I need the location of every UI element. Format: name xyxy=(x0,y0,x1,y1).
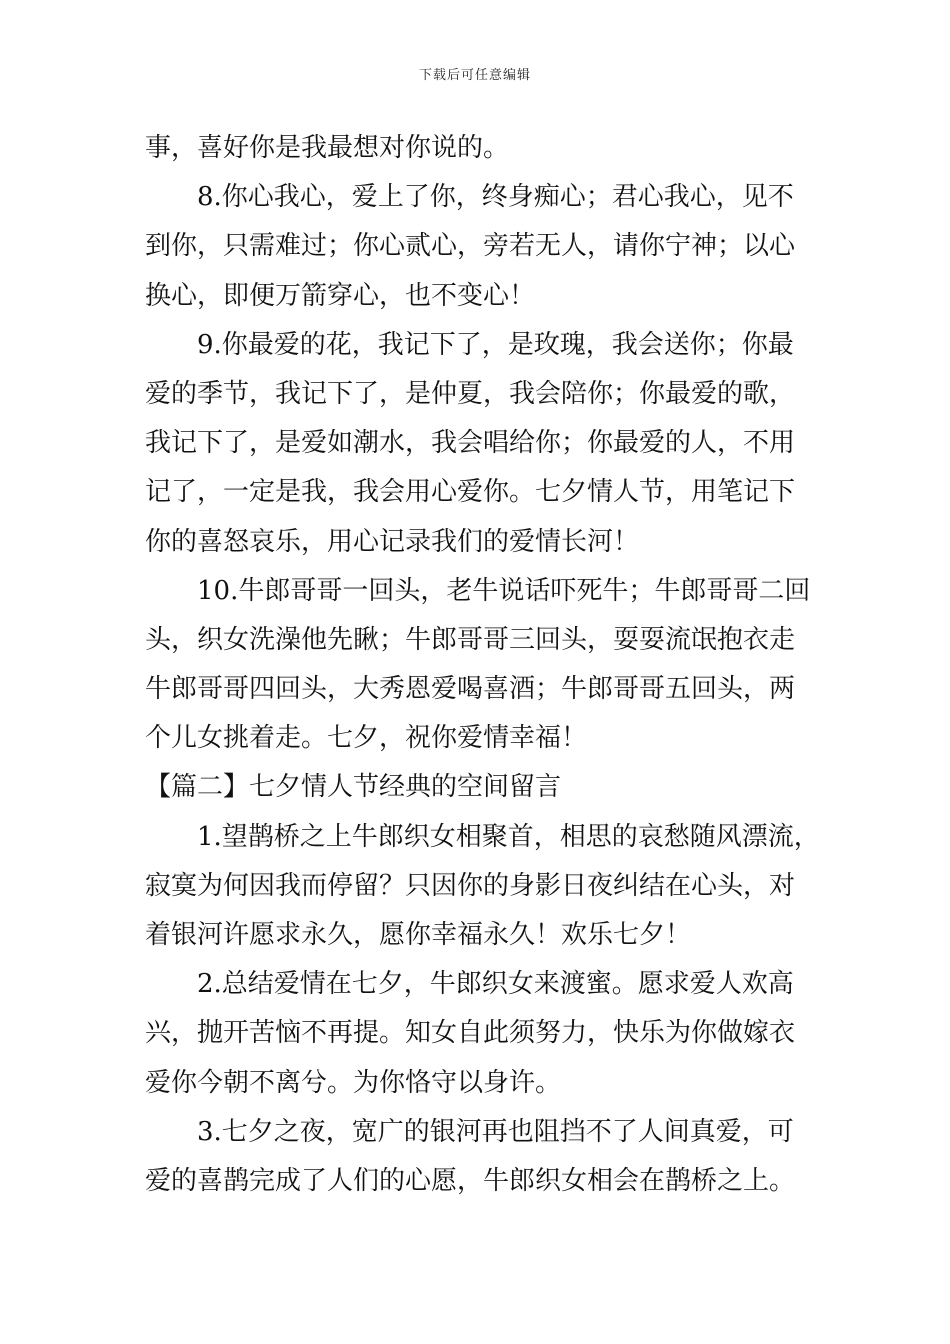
text-line: 兴，抛开苦恼不再提。知女自此须努力，快乐为你做嫁衣 xyxy=(145,1018,796,1049)
text-line: 9.你最爱的花，我记下了，是玫瑰，我会送你；你最 xyxy=(197,329,794,360)
text-line: 10.牛郎哥哥一回头，老牛说话吓死牛；牛郎哥哥二回 xyxy=(197,575,811,606)
text-line: 个儿女挑着走。七夕，祝你爱情幸福！ xyxy=(145,723,588,754)
text-line: 寂寞为何因我而停留？只因你的身影日夜纠结在心头，对 xyxy=(145,870,796,901)
text-line: 爱的喜鹊完成了人们的心愿，牛郎织女相会在鹊桥之上。 xyxy=(145,1165,796,1196)
text-line: 换心，即便万箭穿心，也不变心！ xyxy=(145,280,536,311)
text-line: 头，织女洗澡他先瞅；牛郎哥哥三回头，耍耍流氓抱衣走 xyxy=(145,624,796,655)
text-line: 爱的季节，我记下了，是仲夏，我会陪你；你最爱的歌， xyxy=(145,378,796,409)
text-line: 2.总结爱情在七夕，牛郎织女来渡蜜。愿求爱人欢高 xyxy=(197,969,794,1000)
text-line: 1.望鹊桥之上牛郎织女相聚首，相思的哀愁随风漂流， xyxy=(197,821,820,852)
document-body xyxy=(145,124,820,1206)
text-line: 【篇二】七夕情人节经典的空间留言 xyxy=(145,772,562,803)
text-line: 3.七夕之夜，宽广的银河再也阻挡不了人间真爱，可 xyxy=(197,1116,794,1147)
text-line: 记了，一定是我，我会用心爱你。七夕情人节，用笔记下 xyxy=(145,477,796,508)
text-line: 牛郎哥哥四回头，大秀恩爱喝喜酒；牛郎哥哥五回头，两 xyxy=(145,674,796,705)
text-line: 爱你今朝不离兮。为你恪守以身许。 xyxy=(145,1067,562,1098)
text-line: 你的喜怒哀乐，用心记录我们的爱情长河！ xyxy=(145,526,640,557)
text-line: 8.你心我心，爱上了你，终身痴心；君心我心，见不 xyxy=(197,182,794,213)
text-line: 到你，只需难过；你心贰心，旁若无人，请你宁神；以心 xyxy=(145,231,796,262)
text-line: 事，喜好你是我最想对你说的。 xyxy=(145,133,510,163)
text-line: 着银河许愿求永久，愿你幸福永久！欢乐七夕！ xyxy=(145,920,692,950)
text-line: 我记下了，是爱如潮水，我会唱给你；你最爱的人，不用 xyxy=(145,428,796,459)
page-header: 下载后可任意编辑 xyxy=(418,68,531,83)
